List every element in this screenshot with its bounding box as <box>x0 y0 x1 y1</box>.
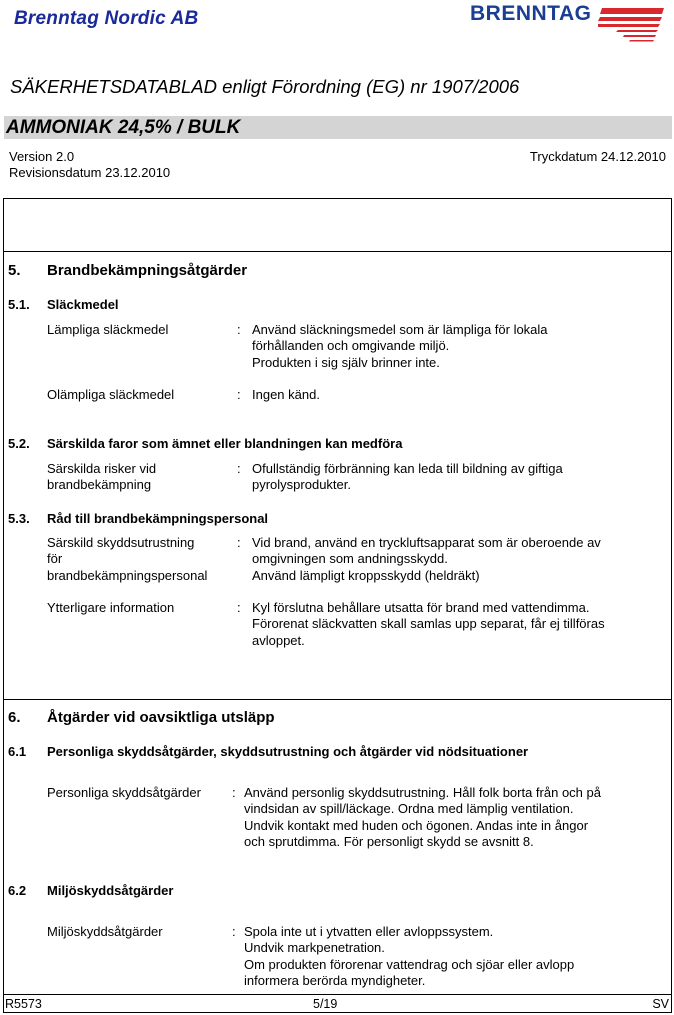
value-line: informera berörda myndigheter. <box>244 972 426 988</box>
language-code: SV <box>652 997 669 1011</box>
frame-right <box>671 198 672 1013</box>
footer-divider <box>3 994 672 995</box>
section-number: 5. <box>8 262 21 279</box>
field-colon: : <box>237 600 241 615</box>
subsection-title: Råd till brandbekämpningspersonal <box>47 511 269 526</box>
field-value <box>252 600 605 649</box>
frame-left <box>3 198 4 1013</box>
field-colon: : <box>237 387 241 402</box>
section-divider <box>3 699 672 700</box>
value-line: Undvik markpenetration. <box>244 940 385 956</box>
value-line: Använd lämpligt kroppsskydd (heldräkt) <box>252 567 480 583</box>
field-label: Olämpliga släckmedel <box>47 387 175 402</box>
field-colon: : <box>237 535 241 550</box>
revision-date: Revisionsdatum 23.12.2010 <box>9 165 171 180</box>
field-label <box>47 461 156 494</box>
value-line: och sprutdimma. För personligt skydd se avsnitt 8. <box>244 833 534 849</box>
value-line: omgivningen som andningsskydd. <box>252 551 448 567</box>
subsection-title: Miljöskyddsåtgärder <box>47 883 174 898</box>
subsection-number: 6.2 <box>8 883 27 898</box>
value-line: Om produkten förorenar vattendrag och sjöar eller avlopp <box>244 956 575 972</box>
field-value <box>252 535 601 584</box>
value-line: Produkten i sig själv brinner inte. <box>252 354 440 370</box>
value-line: Kyl förslutna behållare utsatta för brand med vattendimma. <box>252 600 590 615</box>
value-line: Ofullständig förbränning kan leda till bildning av giftiga <box>252 461 563 476</box>
field-value <box>244 924 574 989</box>
value-line: pyrolysprodukter. <box>252 477 351 493</box>
field-colon: : <box>237 322 241 337</box>
value-line: Vid brand, använd en tryckluftsapparat som är oberoende av <box>252 535 601 550</box>
subsection-number: 5.2. <box>8 436 30 451</box>
field-colon: : <box>232 785 236 800</box>
subsection-number: 6.1 <box>8 744 27 759</box>
field-label: Personliga skyddsåtgärder <box>47 785 201 800</box>
value-line: Undvik kontakt med huden och ögonen. Andas inte in ångor <box>244 817 589 833</box>
subsection-title: Särskilda faror som ämnet eller blandningen kan medföra <box>47 436 403 451</box>
document-title: SÄKERHETSDATABLAD enligt Förordning (EG) nr 1907/2006 <box>10 76 520 97</box>
label-line: Särskilda risker vid <box>47 461 157 476</box>
section-number: 6. <box>8 709 21 726</box>
field-colon: : <box>232 924 236 939</box>
subsection-title: Släckmedel <box>47 297 119 312</box>
section-title: Brandbekämpningsåtgärder <box>47 262 248 279</box>
section-title: Åtgärder vid oavsiktliga utsläpp <box>47 709 275 726</box>
field-label: Miljöskyddsåtgärder <box>47 924 163 939</box>
value-line: Använd personlig skyddsutrustning. Håll folk borta från och på <box>244 785 601 800</box>
field-value <box>252 461 563 494</box>
label-line: brandbekämpning <box>47 477 152 493</box>
field-value <box>244 785 601 850</box>
logo-text: BRENNTAG <box>470 2 592 25</box>
value-line: vindsidan av spill/läckage. Ordna med lämplig ventilation. <box>244 801 574 817</box>
version-text: Version 2.0 <box>9 149 75 164</box>
header-divider <box>3 198 672 199</box>
subsection-number: 5.1. <box>8 297 30 312</box>
value-line: Spola inte ut i ytvatten eller avloppssystem. <box>244 924 494 939</box>
subsection-number: 5.3. <box>8 511 30 526</box>
value-line: Förorenat släckvatten skall samlas upp separat, får ej tillföras <box>252 616 605 632</box>
field-value: Ingen känd. <box>252 387 320 402</box>
page-number: 5/19 <box>313 997 338 1011</box>
subsection-title: Personliga skyddsåtgärder, skyddsutrustning och åtgärder vid nödsituationer <box>47 744 529 759</box>
print-date: Tryckdatum 24.12.2010 <box>529 149 666 164</box>
product-name: AMMONIAK 24,5% / BULK <box>6 117 241 138</box>
footer-doc-id: R5573 <box>5 997 42 1011</box>
label-line: brandbekämpningspersonal <box>47 567 208 583</box>
label-line: för <box>47 551 63 567</box>
label-line: Särskild skyddsutrustning <box>47 535 195 550</box>
section-divider <box>3 251 672 252</box>
logo-stripes-icon <box>598 6 666 48</box>
field-colon: : <box>237 461 241 476</box>
field-label: Lämpliga släckmedel <box>47 322 169 337</box>
field-value <box>252 322 548 371</box>
field-label <box>47 535 207 584</box>
value-line: avloppet. <box>252 632 305 648</box>
value-line: förhållanden och omgivande miljö. <box>252 338 450 354</box>
company-name: Brenntag Nordic AB <box>14 8 199 29</box>
frame-bottom <box>3 1012 672 1013</box>
value-line: Använd släckningsmedel som är lämpliga för lokala <box>252 322 548 337</box>
field-label: Ytterligare information <box>47 600 175 615</box>
brenntag-logo <box>470 2 666 50</box>
